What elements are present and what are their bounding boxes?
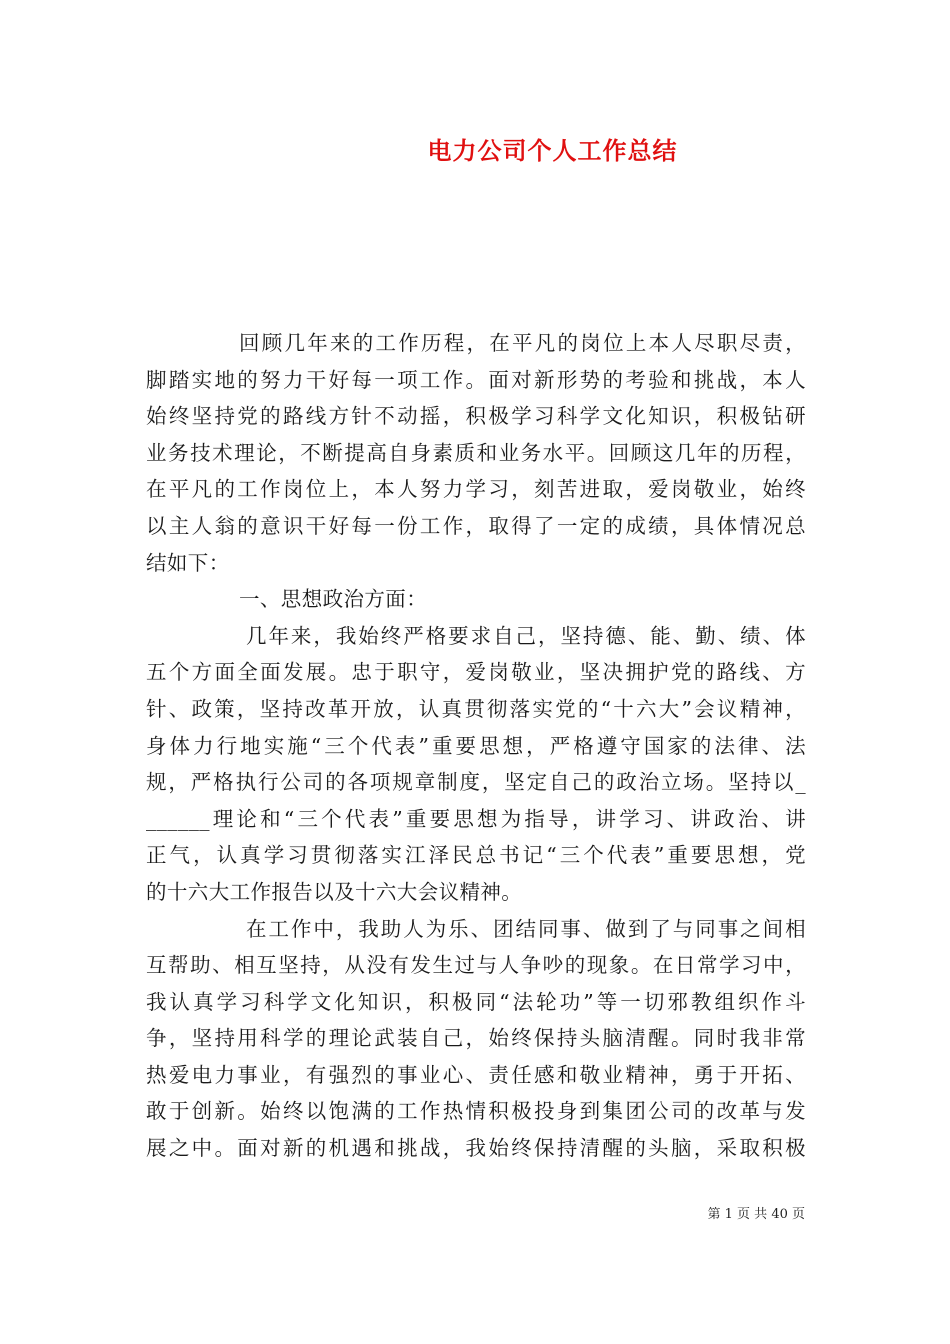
paragraph-line: 规，严格执行公司的各项规章制度，坚定自己的政治立场。坚持以_ [146,770,806,795]
paragraph-line: 身体力行地实施“三个代表”重要思想，严格遵守国家的法律、法 [146,733,806,758]
paragraph-line: 我认真学习科学文化知识，积极同“法轮功”等一切邪教组织作斗 [146,989,806,1014]
paragraph-line: 正气，认真学习贯彻落实江泽民总书记“三个代表”重要思想，党 [146,843,806,868]
section-heading: 一、思想政治方面： [239,587,428,612]
paragraph-line: 五个方面全面发展。忠于职守，爱岗敬业，坚决拥护党的路线、方 [146,660,806,685]
paragraph-line: 在平凡的工作岗位上，本人努力学习，刻苦进取，爱岗敬业，始终 [146,477,806,502]
paragraph-line: 回顾几年来的工作历程，在平凡的岗位上本人尽职尽责， [239,331,806,355]
paragraph-line: 以主人翁的意识干好每一份工作，取得了一定的成绩，具体情况总 [146,513,806,538]
document-body [146,325,806,1167]
paragraph-line: 热爱电力事业，有强烈的事业心、责任感和敬业精神，勇于开拓、 [146,1062,806,1087]
paragraph-line: 针、政策，坚持改革开放，认真贯彻落实党的“十六大”会议精神， [146,696,806,721]
paragraph-line: ______理论和“三个代表”重要思想为指导，讲学习、讲政治、讲 [146,806,806,831]
paragraph-political [146,618,806,911]
paragraph-line: 始终坚持党的路线方针不动摇，积极学习科学文化知识，积极钻研 [146,404,806,429]
paragraph-line: 脚踏实地的努力干好每一项工作。面对新形势的考验和挑战，本人 [146,367,806,392]
paragraph-line: 的十六大工作报告以及十六大会议精神。 [146,879,523,904]
paragraph-line: 结如下： [146,550,230,575]
paragraph-line: 在工作中，我助人为乐、团结同事、做到了与同事之间相 [246,916,806,941]
page-number-footer: 第 1 页 共 40 页 [707,1207,805,1222]
paragraph-line: 敢于创新。始终以饱满的工作热情积极投身到集团公司的改革与发 [146,1099,806,1124]
paragraph-line: 业务技术理论，不断提高自身素质和业务水平。回顾这几年的历程， [146,440,806,465]
paragraph-work [146,911,806,1167]
document-title: 电力公司个人工作总结 [427,136,678,165]
paragraph-line: 几年来，我始终严格要求自己，坚持德、能、勤、绩、体 [246,623,806,648]
paragraph-line: 争，坚持用科学的理论武装自己，始终保持头脑清醒。同时我非常 [146,1026,806,1051]
paragraph-line: 展之中。面对新的机遇和挑战，我始终保持清醒的头脑，采取积极 [146,1136,806,1161]
paragraph-intro [146,325,806,581]
paragraph-line: 互帮助、相互坚持，从没有发生过与人争吵的现象。在日常学习中， [146,953,806,978]
